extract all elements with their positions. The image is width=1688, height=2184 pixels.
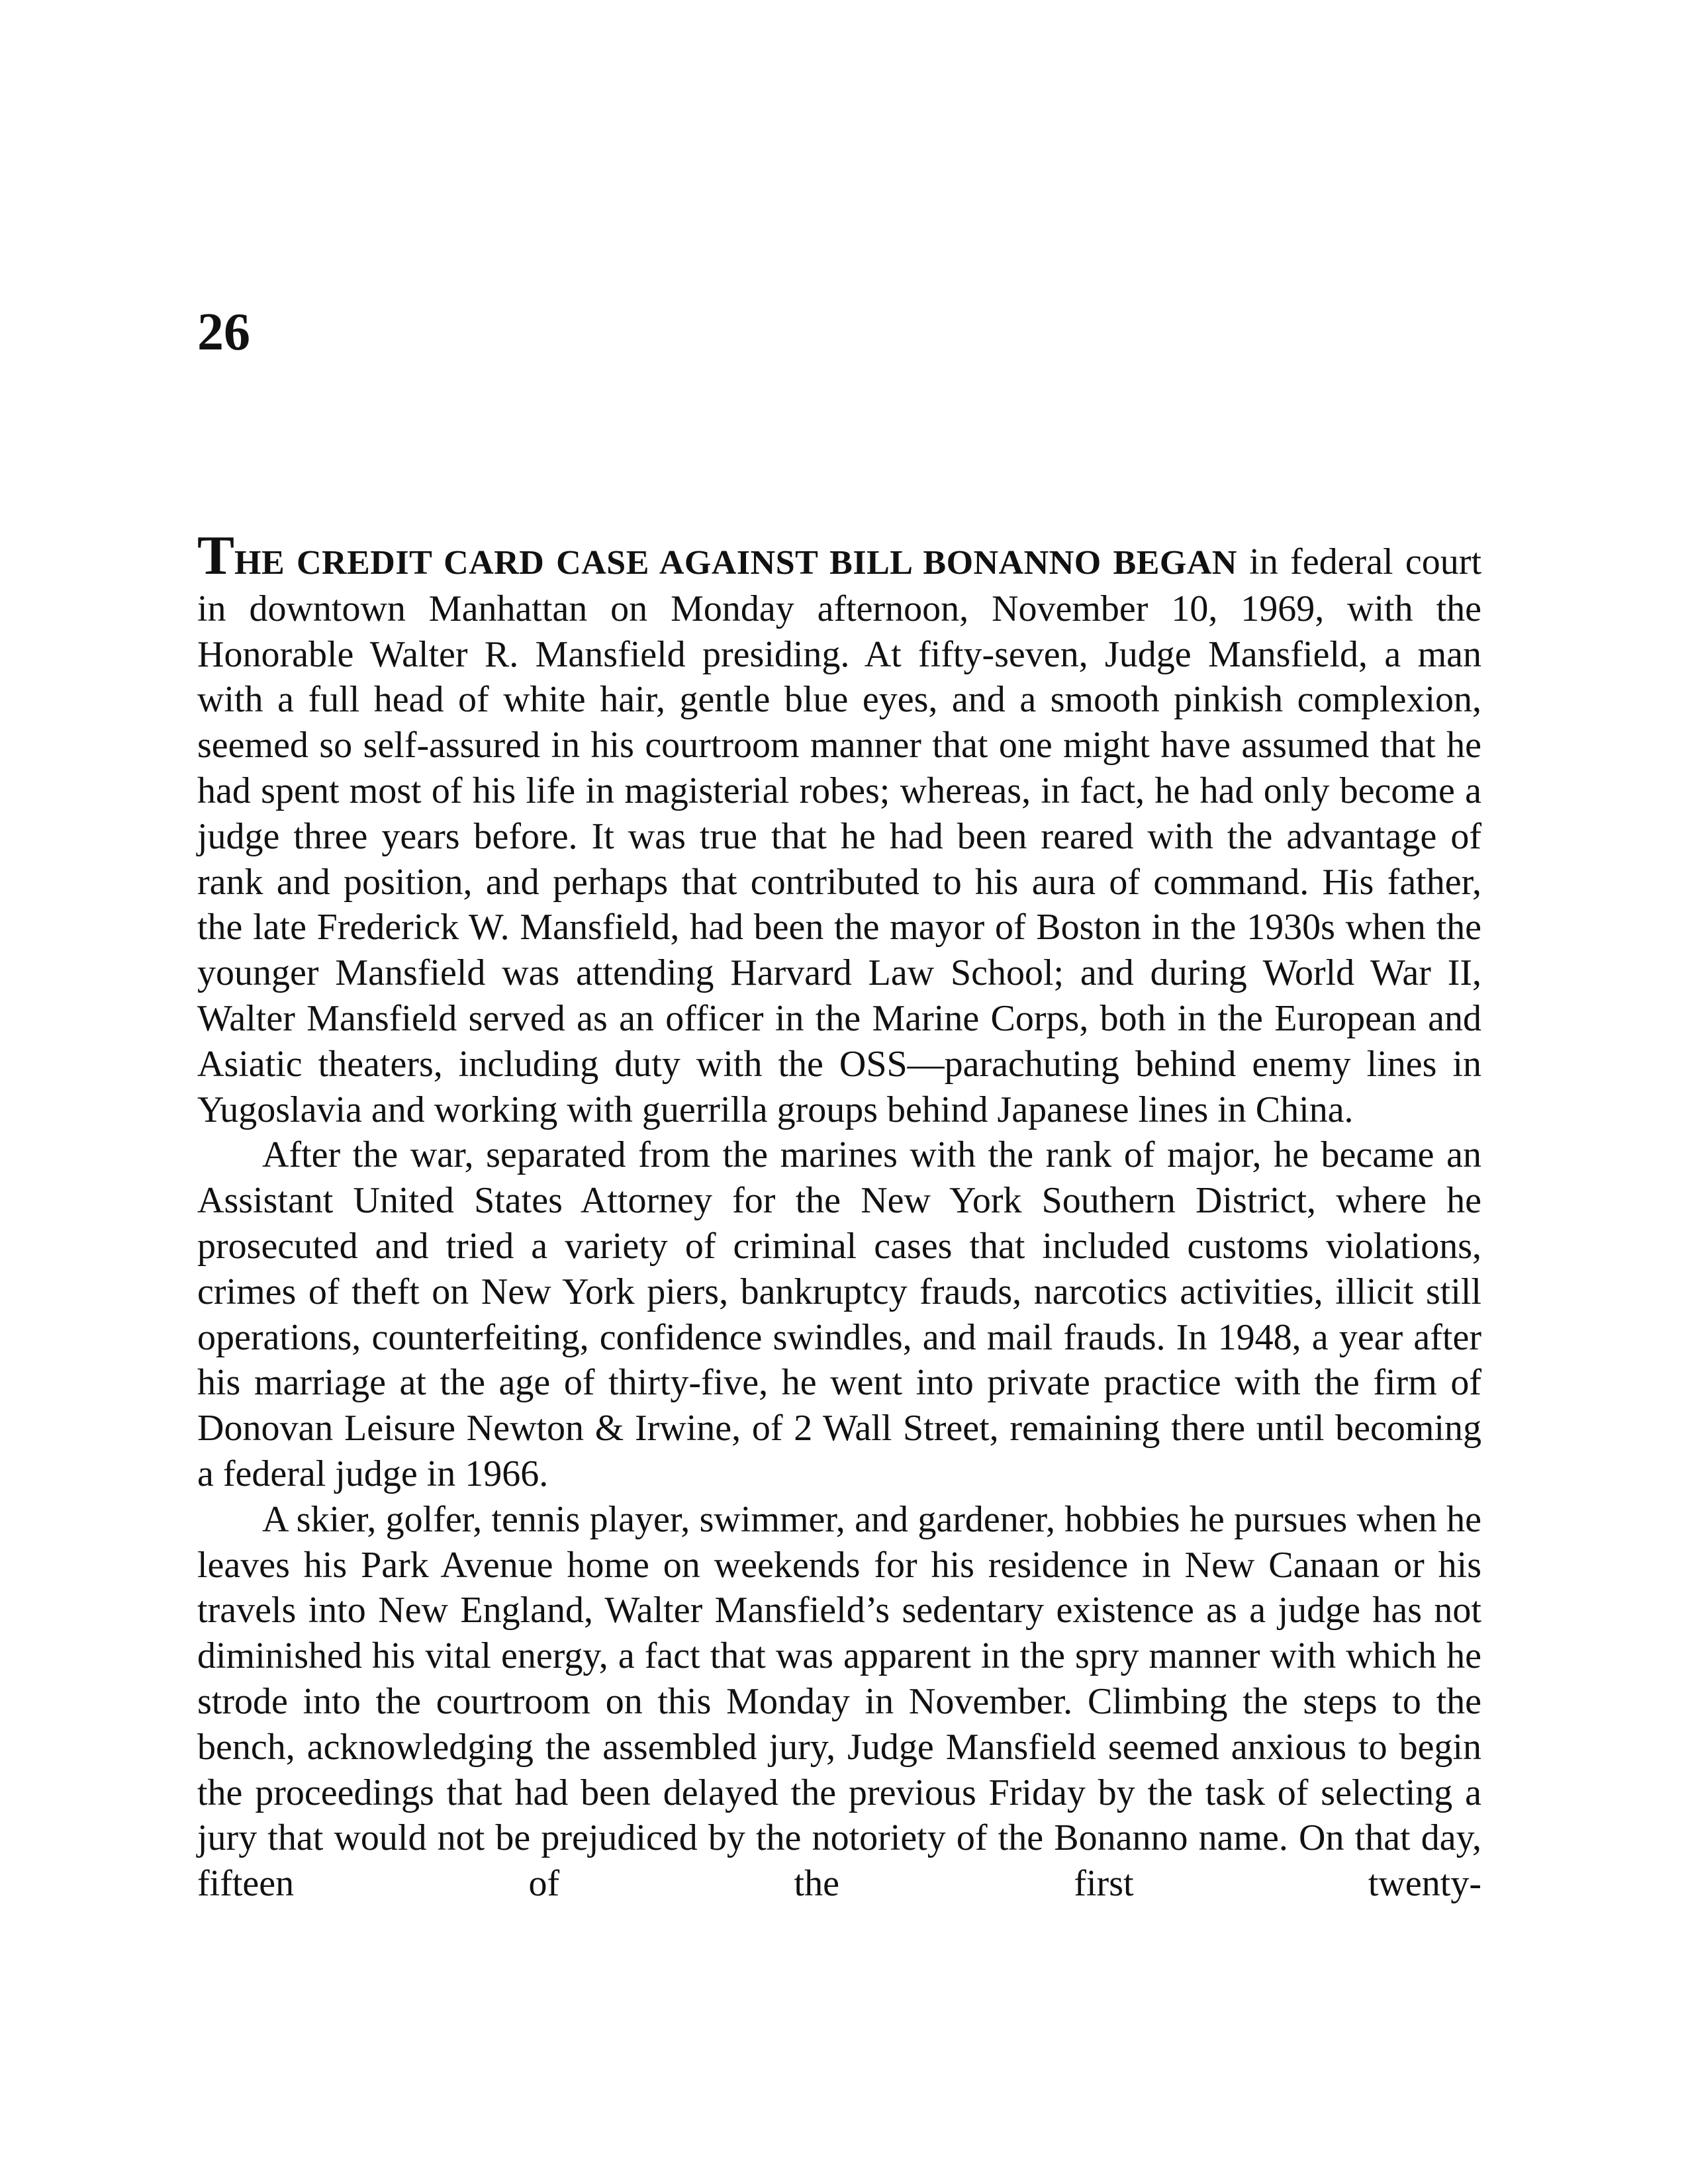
opening-initial-letter: T — [197, 525, 235, 586]
chapter-body — [197, 525, 1481, 1907]
chapter-number: 26 — [197, 303, 250, 361]
paragraph — [197, 1132, 1481, 1496]
paragraph-text: in federal court in downtown Manhattan on Monday afternoon, November 10, 1969, with the Honorable Walter R. Mansfield presiding. At fifty-seven, Judge Mansfield, a man with a full head of white hair, gentle blue eyes, and a smooth pinkish complexion, seemed so self-assured in his courtroom manner that one might have assumed that he had spent most of his life in magisterial robes; whereas, in fact, he had only become a judge three years before. It was true that he had been reared with the advantage of rank and position, and perhaps that contributed to his aura of command. His father, the late Frederick W. Mansfield, had been the mayor of Boston in the 1930s when the younger Mansfield was attending Harvard Law School; and during World War II, Walter Mansfield served as an officer in the Marine Corps, both in the European and Asiatic theaters, including duty with the OSS—parachuting behind enemy lines in Yugoslavia and working with guerrilla groups behind Japanese lines in China. — [197, 541, 1481, 1130]
opening-small-caps: HE CREDIT CARD CASE AGAINST BILL BONANNO BEGAN — [234, 544, 1237, 582]
paragraph — [197, 1497, 1481, 1907]
paragraph-text: A skier, golfer, tennis player, swimmer, and gardener, hobbies he pursues when he leaves his Park Avenue home on weekends for his residence in New Canaan or his travels into New England, Walter Mansfield’s sedentary existence as a judge has not diminished his vital energy, a fact that was apparent in the spry manner with which he strode into the courtroom on this Monday in November. Climbing the steps to the bench, acknowledging the assembled jury, Judge Mansfield seemed anxious to begin the proceedings that had been delayed the previous Friday by the task of selecting a jury that would not be prejudiced by the notoriety of the Bonanno name. On that day, fifteen of the first twenty- — [197, 1498, 1481, 1905]
paragraph-opening — [197, 525, 1481, 1132]
paragraph-text: After the war, separated from the marines with the rank of major, he became an Assistant United States Attorney for the New York Southern District, where he prosecuted and tried a variety of criminal cases that included customs violations, crimes of theft on New York piers, bankruptcy frauds, narcotics activities, illicit still operations, counterfeiting, confidence swindles, and mail frauds. In 1948, a year after his marriage at the age of thirty-five, he went into private practice with the firm of Donovan Leisure Newton & Irwine, of 2 Wall Street, remaining there until becoming a federal judge in 1966. — [197, 1134, 1481, 1494]
